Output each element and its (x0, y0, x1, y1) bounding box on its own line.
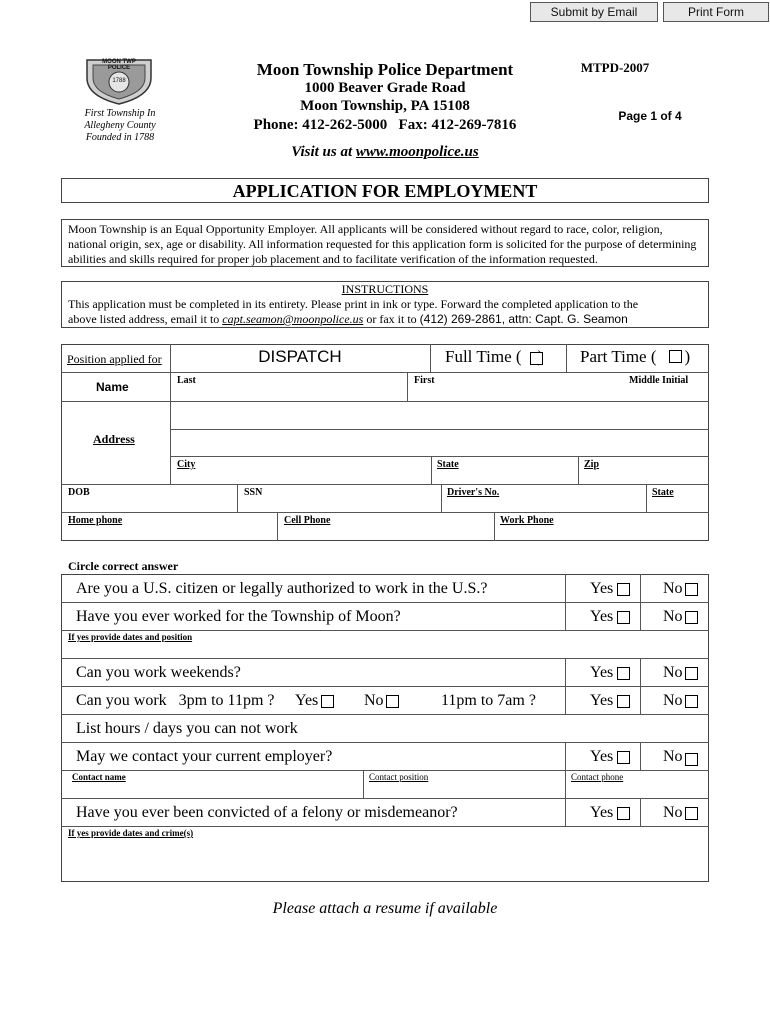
department-name: Moon Township Police Department (256, 60, 514, 79)
question-contact-employer: May we contact your current employer? (76, 748, 333, 765)
shift-3-11-no-label: No (364, 692, 384, 709)
instructions-mid: or fax it to (363, 312, 420, 326)
circle-answer-label: Circle correct answer (68, 559, 179, 573)
instructions-fax: (412) 269-2861, attn: Capt. G. Seamon (419, 312, 628, 326)
weekends-no-label: No (663, 664, 683, 681)
weekends-yes-label: Yes (590, 664, 614, 681)
work-phone-label: Work Phone (500, 515, 554, 526)
felony-no-label: No (663, 804, 683, 821)
dob-label: DOB (68, 487, 90, 498)
citizen-no-checkbox[interactable] (685, 583, 698, 596)
worked-township-no-checkbox[interactable] (685, 611, 698, 624)
felony-yes-label: Yes (590, 804, 614, 821)
hours-cannot-work-input[interactable] (300, 716, 705, 740)
instructions-email-link[interactable]: capt.seamon@moonpolice.us (222, 312, 364, 326)
page-indicator: Page 1 of 4 (618, 109, 682, 123)
question-weekends: Can you work weekends? (76, 664, 241, 681)
drivers-state-label: State (652, 487, 674, 498)
worked-township-yes-checkbox[interactable] (617, 611, 630, 624)
shift-11-7-no-checkbox[interactable] (685, 695, 698, 708)
instructions-heading: INSTRUCTIONS (341, 282, 429, 296)
home-phone-label: Home phone (68, 515, 123, 526)
worked-township-no-label: No (663, 608, 683, 625)
instructions-prefix: above listed address, email it to (68, 312, 223, 326)
zip-label: Zip (584, 459, 600, 470)
shift-11-7-no-label: No (663, 692, 683, 709)
contact-employer-no-checkbox[interactable] (685, 753, 698, 766)
eeo-statement (61, 219, 709, 267)
middle-initial-label: Middle Initial (629, 375, 689, 386)
position-label: Position applied for (67, 352, 162, 366)
name-label: Name (96, 380, 129, 394)
contact-employer-yes-label: Yes (590, 748, 614, 765)
shift-3-11-no-checkbox[interactable] (386, 695, 399, 708)
if-yes-position-label: If yes provide dates and position (68, 632, 193, 642)
if-yes-crime-label: If yes provide dates and crime(s) (68, 828, 194, 838)
contact-position-label: Contact position (369, 772, 429, 782)
tagline (60, 108, 180, 144)
visit-prefix: Visit us at (291, 144, 356, 160)
felony-no-checkbox[interactable] (685, 807, 698, 820)
felony-details-input[interactable] (63, 840, 707, 880)
instructions-line-1: This application must be completed in its entirety. Please print in ink or type. Forward the completed application to the (68, 297, 639, 311)
full-time-checkbox[interactable] (530, 352, 543, 365)
first-name-label: First (414, 375, 435, 386)
question-citizen: Are you a U.S. citizen or legally authorized to work in the U.S.? (76, 580, 488, 597)
citizen-no-label: No (663, 580, 683, 597)
instructions-box (61, 281, 709, 328)
contact-employer-yes-checkbox[interactable] (617, 751, 630, 764)
weekends-yes-checkbox[interactable] (617, 667, 630, 680)
tagline-line-1: First Township In (84, 108, 156, 119)
title-box (61, 178, 709, 203)
last-name-label: Last (177, 375, 196, 386)
ssn-label: SSN (244, 487, 263, 498)
phone-fax: Phone: 412-262-5000 Fax: 412-269-7816 (253, 117, 517, 133)
shift-3-11-yes-label: Yes (295, 692, 319, 709)
resume-note: Please attach a resume if available (272, 900, 498, 917)
state-label: State (437, 459, 459, 470)
part-time-label: Part Time ( (580, 347, 657, 366)
citizen-yes-checkbox[interactable] (617, 583, 630, 596)
address-line-1-input[interactable] (172, 403, 707, 428)
part-time-close: ) (684, 347, 691, 366)
website-link[interactable]: www.moonpolice.us (355, 144, 479, 160)
form-code: MTPD-2007 (580, 60, 650, 75)
city-label: City (177, 459, 196, 470)
citizen-yes-label: Yes (590, 580, 614, 597)
question-worked-township: Have you ever worked for the Township of Moon? (76, 608, 401, 625)
full-time-label: Full Time ( (445, 347, 522, 366)
question-felony: Have you ever been convicted of a felony or misdemeanor? (76, 804, 458, 821)
print-form-button[interactable]: Print Form (663, 2, 769, 22)
address-line-2-input[interactable] (172, 431, 707, 455)
position-input[interactable]: DISPATCH (258, 347, 342, 366)
tagline-line-2: Allegheny County (84, 120, 156, 131)
cell-phone-label: Cell Phone (284, 515, 331, 526)
submit-by-email-button[interactable]: Submit by Email (530, 2, 658, 22)
felony-yes-checkbox[interactable] (617, 807, 630, 820)
address-line-1: 1000 Beaver Grade Road (304, 80, 466, 96)
full-time-option (445, 347, 543, 367)
eeo-text: Moon Township is an Equal Opportunity Employer. All applicants will be considered without regard to race, color, religion, national origin, sex, age or disability. All information requested for this application form is solicited for the purpose of determining abilities and skills required for proper job placement and to facilitate verification of the information requested. (68, 222, 697, 266)
weekends-no-checkbox[interactable] (685, 667, 698, 680)
question-shift-11-7: 11pm to 7am ? (441, 692, 536, 709)
address-line-2: Moon Township, PA 15108 (300, 98, 470, 114)
instructions-line-2 (62, 312, 708, 327)
contact-phone-label: Contact phone (571, 772, 624, 782)
police-badge-logo (83, 56, 155, 106)
contact-employer-no-label: No (663, 748, 683, 765)
address-label: Address (93, 432, 135, 446)
visit-line (200, 144, 570, 161)
shift-11-7-yes-checkbox[interactable] (617, 695, 630, 708)
contact-name-label: Contact name (72, 772, 126, 782)
tagline-line-3: Founded in 1788 (85, 132, 155, 143)
question-shift-3-11: Can you work 3pm to 11pm ? (76, 692, 275, 709)
logo-text: MOON TWP POLICE (102, 59, 136, 71)
question-hours-cannot-work: List hours / days you can not work (76, 720, 298, 737)
shift-3-11-yes-checkbox[interactable] (321, 695, 334, 708)
drivers-number-label: Driver's No. (447, 487, 500, 498)
shift-11-7-yes-label: Yes (590, 692, 614, 709)
name-input[interactable] (172, 388, 707, 400)
worked-township-yes-label: Yes (590, 608, 614, 625)
part-time-checkbox[interactable] (669, 350, 682, 363)
logo-year: 1788 (112, 78, 126, 84)
form-title: APPLICATION FOR EMPLOYMENT (232, 181, 538, 201)
